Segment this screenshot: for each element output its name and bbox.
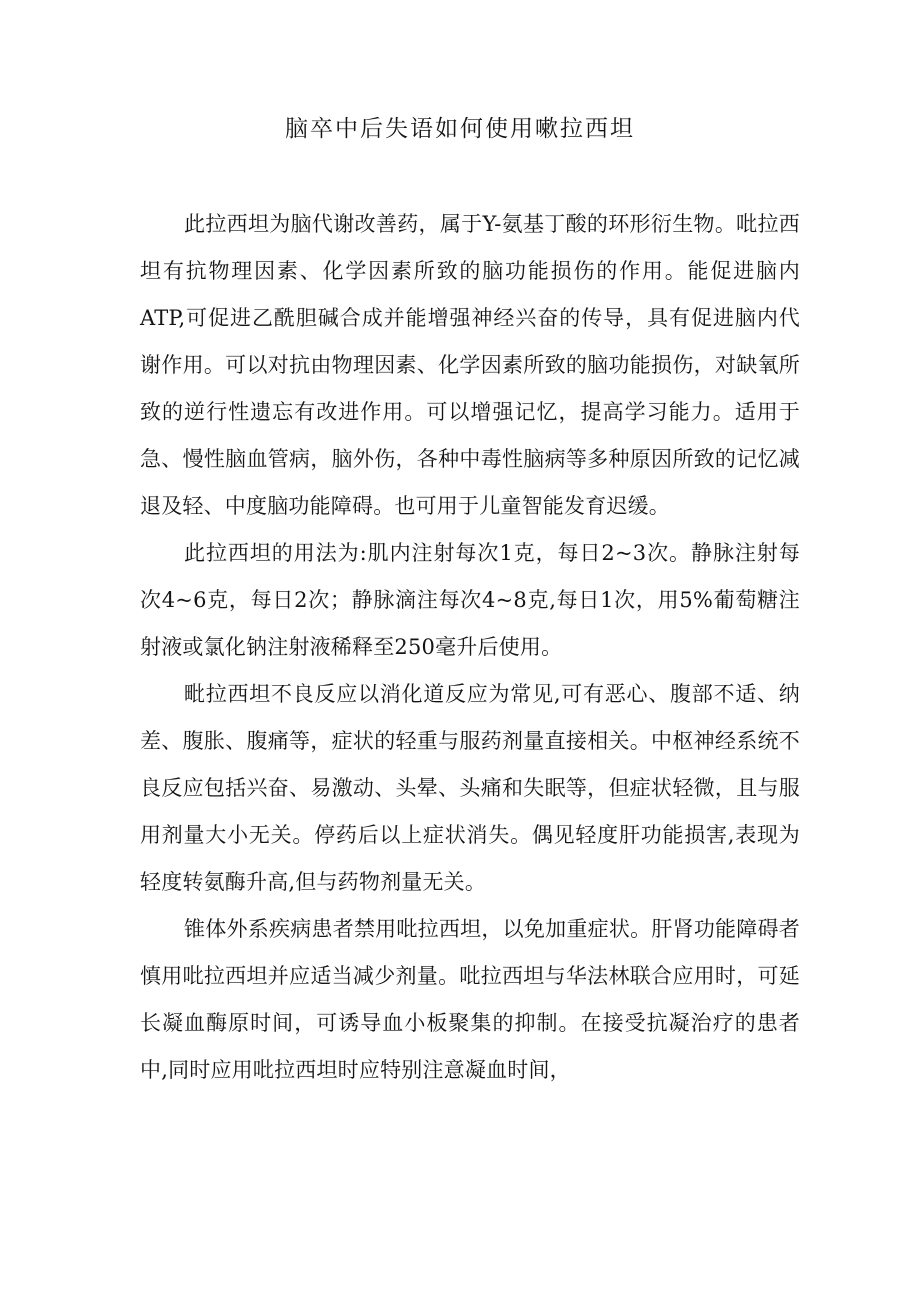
paragraph-contraindications: 锥体外系疾病患者禁用吡拉西坦，以免加重症状。肝肾功能障碍者慎用吡拉西坦并应适当减少剂量。吡拉西坦与华法林联合应用时，可延长凝血酶原时间，可诱导血小板聚集的抑制。在接受抗凝治疗的患者中,同时应用吡拉西坦时应特别注意凝血时间， xyxy=(140,917,800,1082)
paragraph-mechanism: 此拉西坦为脑代谢改善药，属于Y-氨基丁酸的环形衍生物。吡拉西坦有抗物理因素、化学因素所致的脑功能损伤的作用。能促进脑内ATP,可促进乙酰胆碱合成并能增强神经兴奋的传导，具有促进脑内代谢作用。可以对抗由物理因素、化学因素所致的脑功能损伤，对缺氧所致的逆行性遗忘有改进作用。可以增强记忆，提高学习能力。适用于急、慢性脑血管病，脑外伤，各种中毒性脑病等多种原因所致的记忆减退及轻、中度脑功能障碍。也可用于儿童智能发育迟缓。 xyxy=(140,212,800,518)
paragraph-adverse-reactions: 毗拉西坦不良反应以消化道反应为常见,可有恶心、腹部不适、纳差、腹胀、腹痛等，症状的轻重与服药剂量直接相关。中枢神经系统不良反应包括兴奋、易激动、头晕、头痛和失眠等，但症状轻微，且与服用剂量大小无关。停药后以上症状消失。偶见轻度肝功能损害,表现为轻度转氨酶升高,但与药物剂量无关。 xyxy=(140,682,800,894)
paragraph-dosage: 此拉西坦的用法为:肌内注射每次1克，每日2~3次。静脉注射每次4~6克，每日2次；静脉滴注每次4~8克,每日1次，用5%葡萄糖注射液或氯化钠注射液稀释至250毫升后使用。 xyxy=(140,541,800,659)
document-body xyxy=(140,201,800,1094)
document-title: 脑卒中后失语如何使用嗽拉西坦 xyxy=(285,116,635,142)
